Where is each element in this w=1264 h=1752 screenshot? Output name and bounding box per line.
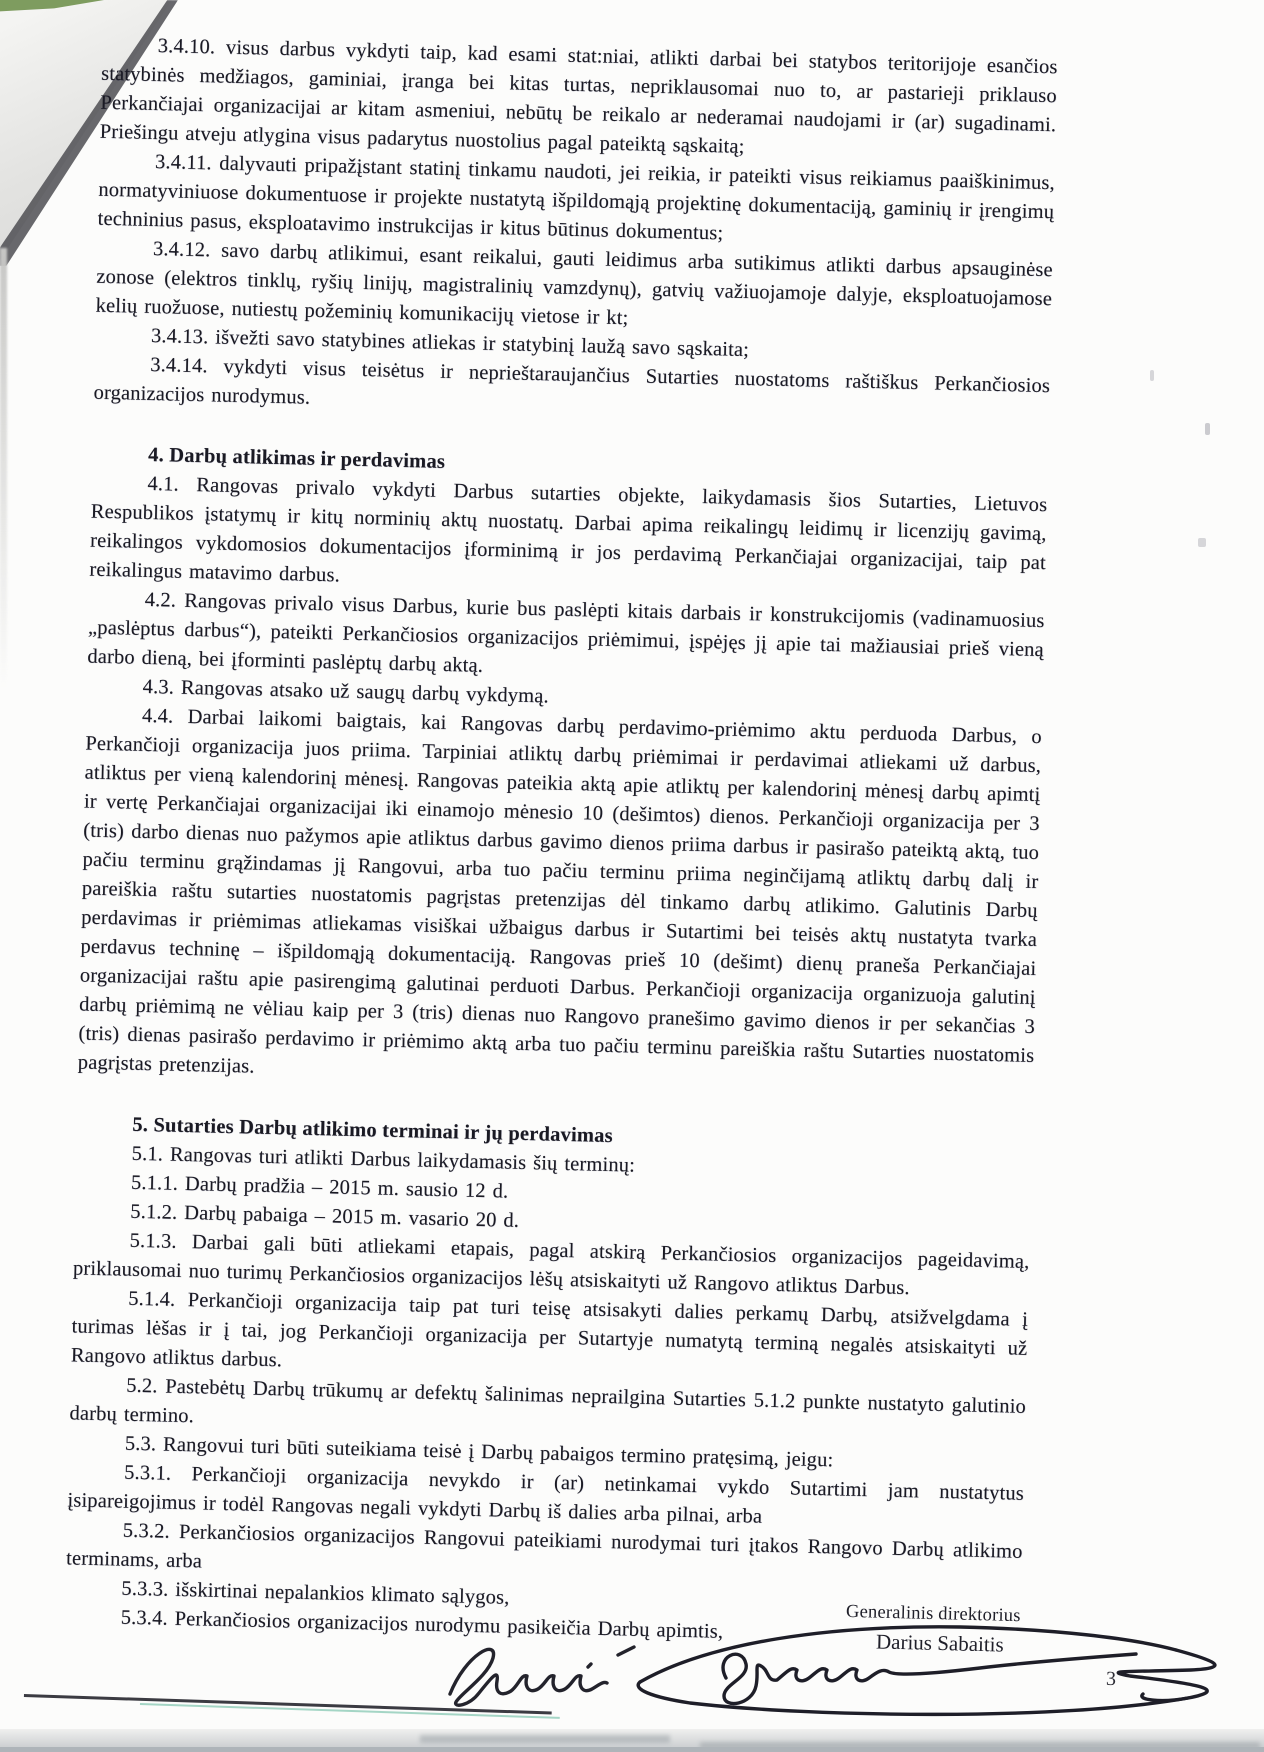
- section-5-heading: 5. Sutarties Darbų atlikimo terminai ir jų perdavimas: [132, 1113, 614, 1148]
- contract-text-block: [64, 31, 1057, 1654]
- clause-paragraph: 3.4.13. išvežti savo statybines atliekas ir statybinį laužą savo sąskaita;: [150, 324, 750, 362]
- page-number: 3: [1105, 1667, 1117, 1691]
- clause-paragraph: 5.3.4. Perkančiosios organizacijos nurodymu pasikeičia Darbų apimtis,: [120, 1606, 724, 1643]
- clauses-3-4-group: [93, 31, 1058, 430]
- scanner-bottom-edge: [0, 1747, 1264, 1752]
- clause-paragraph: 5.1.1. Darbų pradžia – 2015 m. sausio 12 d.: [130, 1171, 509, 1203]
- clause-paragraph: 4.3. Rangovas atsako už saugų darbų vykdymą.: [142, 675, 550, 708]
- handwritten-signature-left: [438, 1640, 658, 1716]
- clause-paragraph: 5.1. Rangovas turi atlikti Darbus laikydamasis šių terminų:: [131, 1142, 636, 1177]
- clause-paragraph: 5.1.2. Darbų pabaiga – 2015 m. vasario 20 d.: [130, 1200, 520, 1232]
- clause-paragraph: 4.1. Rangovas privalo vykdyti Darbus sutarties objekte, laikydamasis šios Sutarties, Lietuvos Respublikos įstatymų ir kitų norminių aktų nuostatų. Darbai apima reikalingų leidimų ir licenzijų gavimą, reikalingos vykdomosios dokumentacijos įforminimą ir jos perdavimą Perkančiajai organizacijai, taip pat reikalingus matavimo darbus.: [89, 472, 1048, 587]
- clause-paragraph: 5.3.1. Perkančioji organizacija nevykdo ir (ar) netinkamai vykdo Sutartimi jam nustatytus įsipareigojimus ir todėl Rangovas negali vykdyti Darbų iš dalies arba pilnai, arba: [67, 1461, 1025, 1528]
- clause-paragraph: 4.2. Rangovas privalo visus Darbus, kurie bus paslėpti kitais darbais ir konstrukcijomis (vadinamuosius „paslėptus darbus“), pateikti Perkančiosios organizacijos priėmimui, įspėjęs jį apie tai mažiausiai prieš vieną darbo dieną, bei įforminti paslėptų darbų aktą.: [87, 588, 1045, 677]
- clause-paragraph: 5.3.3. išskirtinai nepalankios klimato sąlygos,: [121, 1577, 510, 1609]
- band-smudge: [420, 1735, 670, 1743]
- handwritten-signature-right: [630, 1612, 1230, 1724]
- paper-speck: [1150, 370, 1154, 381]
- clause-paragraph: 3.4.11. dalyvauti pripažįstant statinį tinkamu naudoti, jei reikia, ir pateikti visus reikiamus paaiškinimus, normatyviniuose dokumentuose ir projekte nustatytą išpildomąją projektinę dokumentaciją, gaminių ir įrengimų techninius pasus, eksploatavimo instrukcijas ir kitus būtinus dokumentus;: [97, 151, 1056, 245]
- section-4-heading: 4. Darbų atlikimas ir perdavimas: [147, 443, 446, 473]
- clause-paragraph: 3.4.14. vykdyti visus teisėtus ir neprieštaraujančius Sutarties nuostatoms raštiškus Perkančiosios organizacijos nurodymus.: [93, 353, 1051, 409]
- clause-paragraph: 4.4. Darbai laikomi baigtais, kai Rangovas darbų perdavimo-priėmimo aktu perduoda Darbus, o Perkančioji organizacija juos priima. Tarpiniai atliktų darbų priėmimai ir perdavimai atliekami už darbus, atliktus per vieną kalendorinį mėnesį. Rangovas pateikia aktą apie atliktų per kalendorinį mėnesį darbų apimtį ir vertę Perkančiajai organizacijai iki einamojo mėnesio 10 (dešimtos) dienos. Perkančioji organizacija per 3 (tris) darbo dienas nuo pažymos apie atliktus darbus gavimo dienos priima darbus ir pasirašo pateiktą aktą, tuo pačiu terminu grąžindamas jį Rangovui, arba tuo pačiu terminu priima neginčijamą atliktų darbų dalį ir pareiškia raštu sutarties nuostatomis pagrįstas pretenzijas dėl tinkamo darbų atlikimo. Galutinis Darbų perdavimas ir priėmimas atliekamas visiškai užbaigus darbus ir Sutartimi bei teisės aktų nustatyta tvarka perdavus techninę – išpildomąją dokumentaciją. Rangovas prieš 10 (dešimt) dienų praneša Perkančiajai organizacijai raštu apie pasirengimą galutinai perduoti Darbus. Perkančioji organizacija organizuoja galutinį darbų priėmimą ne vėliau kaip per 3 (tris) dienas nuo Rangovo pranešimo gavimo dienos ir per sekančias 3 (tris) dienas pasirašo perdavimo ir priėmimo aktą arba tuo pačiu terminu pareiškia raštu Sutarties nuostatomis pagrįstas pretenzijas.: [77, 704, 1043, 1078]
- clause-paragraph: 5.1.3. Darbai gali būti atliekami etapais, pagal atskirą Perkančiosios organizacijos pageidavimą, priklausomai nuo turimų Perkančiosios organizacijos lėšų atsiskaityti už Rangovo atliktus Darbus.: [72, 1229, 1030, 1300]
- clause-paragraph: 5.3.2. Perkančiosios organizacijos Rangovui pateikiami nurodymai turi įtakos Rangovo Darbų atlikimo terminams, arba: [65, 1519, 1023, 1573]
- section-5-clauses-group: [64, 1138, 1031, 1653]
- clause-paragraph: 5.3. Rangovui turi būti suteikiama teisė į Darbų pabaigos termino pratęsimą, jeigu:: [124, 1432, 834, 1472]
- paper-speck: [1198, 538, 1206, 547]
- clause-paragraph: 5.2. Pastebėtų Darbų trūkumų ar defektų šalinimas neprailgina Sutarties 5.1.2 punkte nustatyto galutinio darbų termino.: [69, 1374, 1027, 1428]
- signatory-title: Generalinis direktorius: [845, 1601, 1021, 1627]
- paper-speck: [1205, 423, 1210, 435]
- signatory-name: Darius Sabaitis: [875, 1629, 1005, 1657]
- left-edge-shadow: [0, 248, 7, 688]
- clause-paragraph: 3.4.12. savo darbų atlikimui, esant reikalui, gauti leidimus arba sutikimus atlikti darbus apsauginėse zonose (elektros tinklų, ryšių linijų, magistralinių vamzdynų), gatvių važiuojamoje dalyje, eksploatuojamose kelių ruožuose, nutiestų požeminių komunikacijų vietose ir kt;: [95, 238, 1054, 330]
- clause-paragraph: 5.1.4. Perkančioji organizacija taip pat turi teisę atsisakyti dalies perkamų Darbų, atsižvelgdama į turimas lėšas ir į tai, jog Perkančioji organizacija per Sutartyje numatytą terminą negalės atsiskaityti už Rangovo atliktus darbus.: [70, 1287, 1029, 1372]
- section-4-clauses-group: [77, 469, 1047, 1100]
- clause-paragraph: 3.4.10. visus darbus vykdyti taip, kad esami stat:niai, atlikti darbai bei statybos teritorijoje esančios statybinės medžiagos, gaminiai, įranga bei kitas turtas, nepriklausomai nuo to, ar pastarieji priklauso Perkančiajai organizacijai ar kitam asmeniui, nebūtų be reikalo ar nederamai naudojami ir (ar) sugadinami. Priešingu atveju atlygina visus padarytus nuostolius pagal pateiktą sąskaitą;: [99, 35, 1058, 158]
